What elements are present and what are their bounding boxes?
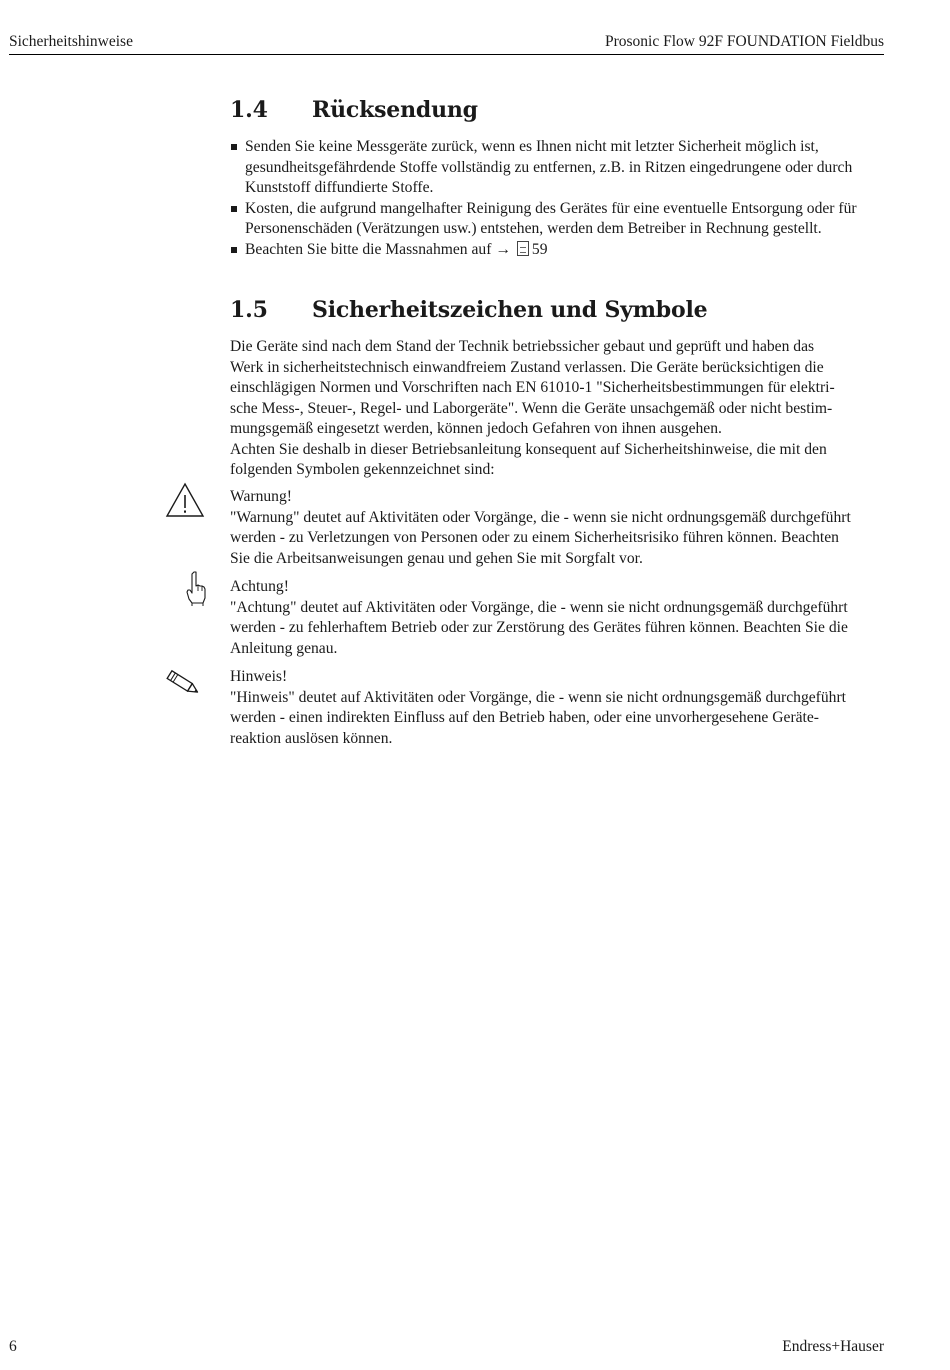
- return-bullet-list: [230, 137, 890, 260]
- section-title-1-5: [230, 297, 707, 323]
- paragraph-line: Die Geräte sind nach dem Stand der Technik betriebssicher gebaut und geprüft und haben das: [230, 338, 815, 355]
- bullet-square-icon: [231, 206, 237, 212]
- bullet-square-icon: [231, 247, 237, 253]
- bullet-text: Kosten, die aufgrund mangelhafter Reinigung des Gerätes für eine eventuelle Entsorgung oder für Personenschäden (Verätzungen usw.) entstehen, werden dem Betreiber in Rechnung gestellt.: [245, 199, 857, 237]
- section-number: 1.5: [230, 297, 268, 323]
- hint-note: [230, 667, 890, 749]
- list-item: [230, 199, 890, 240]
- note-line: "Achtung" deutet auf Aktivitäten oder Vorgänge, die - wenn sie nicht ordnungsgemäß durchgeführt: [230, 598, 848, 616]
- caution-label: Achtung!: [230, 578, 289, 595]
- page-header: [9, 30, 884, 55]
- hint-label: Hinweis!: [230, 668, 288, 685]
- bullet-text: Beachten Sie bitte die Massnahmen auf: [245, 240, 492, 258]
- warning-triangle-icon: [165, 482, 205, 518]
- paragraph-line: Werk in sicherheitstechnisch einwandfreiem Zustand verlassen. Die Geräte berücksichtigen die: [230, 358, 824, 376]
- caution-note: [230, 577, 890, 659]
- page-reference-icon: [517, 241, 529, 256]
- note-line: reaktion auslösen können.: [230, 729, 393, 747]
- note-line: Anleitung genau.: [230, 639, 338, 657]
- arrow-right-icon: →: [495, 240, 511, 258]
- page-reference-link[interactable]: 59: [531, 240, 548, 258]
- note-line: werden - zu Verletzungen von Personen oder zu einem Sicherheitsrisiko führen können. Beachten: [230, 529, 839, 546]
- pointing-hand-icon: [184, 570, 208, 608]
- bullet-square-icon: [231, 144, 237, 150]
- paragraph-line: folgenden Symbolen gekennzeichnet sind:: [230, 461, 495, 478]
- paragraph-line: sche Mess-, Steuer-, Regel- und Laborgeräte". Wenn die Geräte unsachgemäß oder nicht bestim-: [230, 399, 833, 417]
- paragraph-line: mungsgemäß eingesetzt werden, können jedoch Gefahren von ihnen ausgehen.: [230, 420, 722, 437]
- note-line: "Warnung" deutet auf Aktivitäten oder Vorgänge, die - wenn sie nicht ordnungsgemäß durchgeführt: [230, 508, 851, 526]
- note-line: "Hinweis" deutet auf Aktivitäten oder Vorgänge, die - wenn sie nicht ordnungsgemäß durchgeführt: [230, 688, 846, 706]
- section-heading: Rücksendung: [312, 97, 478, 123]
- paragraph-line: Achten Sie deshalb in dieser Betriebsanleitung konsequent auf Sicherheitshinweise, die mit den: [230, 440, 827, 458]
- list-item: [230, 137, 890, 199]
- brand-name: Endress+Hauser: [782, 1338, 884, 1355]
- header-product-name: Prosonic Flow 92F FOUNDATION Fieldbus: [604, 33, 884, 50]
- warning-label: Warnung!: [230, 488, 292, 505]
- section-heading: Sicherheitszeichen und Symbole: [312, 297, 708, 323]
- section-title-1-4: [230, 97, 478, 123]
- bullet-text: Senden Sie keine Messgeräte zurück, wenn es Ihnen nicht mit letzter Sicherheit möglich ist, gesundheitsgefährdende Stoffe vollständig zu entfernen, z.B. in Ritzen eingedrungene oder durch Kunststoff diffundierte Stoffe.: [245, 138, 853, 196]
- note-line: werden - zu fehlerhaftem Betrieb oder zur Zerstörung des Gerätes führen können. Beachten Sie die: [230, 619, 848, 636]
- symbols-intro-paragraph: [230, 337, 890, 481]
- header-section-name: Sicherheitshinweise: [9, 33, 133, 50]
- page-number: 6: [9, 1338, 17, 1355]
- note-line: Sie die Arbeitsanweisungen genau und gehen Sie mit Sorgfalt vor.: [230, 549, 643, 567]
- warning-note: [230, 487, 890, 569]
- paragraph-line: einschlägigen Normen und Vorschriften nach EN 61010-1 "Sicherheitsbestimmungen für elektri-: [230, 379, 835, 396]
- section-number: 1.4: [230, 97, 268, 123]
- note-line: werden - einen indirekten Einfluss auf den Betrieb haben, oder eine unvorhergesehene Geräte-: [230, 709, 819, 726]
- list-item: [230, 240, 890, 261]
- pencil-icon: [162, 668, 202, 698]
